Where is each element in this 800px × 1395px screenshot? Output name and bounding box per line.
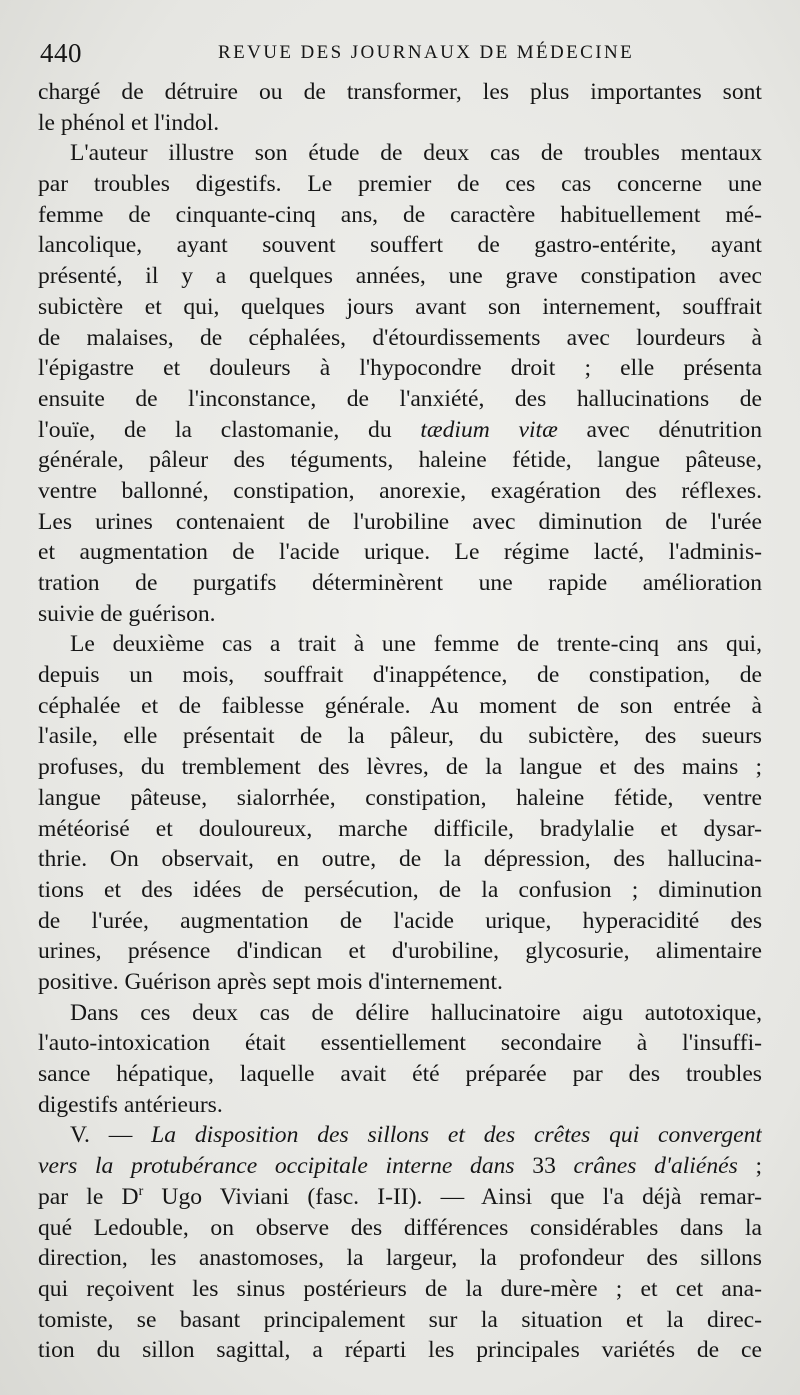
text-line: depuis un mois, souffrait d'inappétence, de constipation, de xyxy=(38,662,762,689)
text-line: Le deuxième cas a trait à une femme de trente-cinq ans qui, xyxy=(70,631,762,658)
text-line: tration de purgatifs déterminèrent une rapide amélioration xyxy=(38,570,762,597)
text-line: de l'urée, augmentation de l'acide urique, hyperacidité des xyxy=(38,907,762,934)
page-header xyxy=(38,32,762,68)
text-line: chargé de détruire ou de transformer, les plus importantes sont xyxy=(38,79,762,105)
text-line: le phénol et l'indol. xyxy=(38,109,220,136)
text-line: sance hépatique, laquelle avait été préparée par des troubles xyxy=(38,1061,762,1088)
text-line: par le $D^r$ Ugo Viviani (fasc. I-II). — Ainsi que l'a déjà remar- xyxy=(38,1183,762,1210)
text-line: L'auteur illustre son étude de deux cas de troubles mentaux xyxy=(70,140,762,167)
text-line: V. — La disposition des sillons et des crêtes qui convergent xyxy=(70,1122,762,1149)
text-line: vers la protubérance occipitale interne dans 33 crânes d'aliénés ; xyxy=(38,1153,762,1180)
page-number: 440 xyxy=(40,38,82,68)
text-line: tion du sillon sagittal, a réparti les principales variétés de ce xyxy=(38,1337,762,1364)
text-line: l'asile, elle présentait de la pâleur, du subictère, des sueurs xyxy=(38,723,762,750)
text-line: tions et des idées de persécution, de la confusion ; diminution xyxy=(38,876,762,903)
text-line: l'auto-intoxication était essentiellement secondaire à l'insuffi- xyxy=(38,1030,762,1057)
running-head: REVUE DES JOURNAUX DE MÉDECINE xyxy=(218,42,635,63)
text-line: thrie. On observait, en outre, de la dépression, des hallucina- xyxy=(38,846,762,873)
text-line: digestifs antérieurs. xyxy=(38,1091,223,1118)
text-line: suivie de guérison. xyxy=(38,600,216,627)
text-line: profuses, du tremblement des lèvres, de la langue et des mains ; xyxy=(38,754,762,781)
text-line: positive. Guérison après sept mois d'internement. xyxy=(38,968,503,995)
text-line: par troubles digestifs. Le premier de ces cas concerne une xyxy=(38,171,762,198)
text-line: l'épigastre et douleurs à l'hypocondre droit ; elle présenta xyxy=(38,355,762,382)
text-line: et augmentation de l'acide urique. Le régime lacté, l'adminis- xyxy=(38,539,762,566)
body-text xyxy=(38,77,762,1366)
text-line: qué Ledouble, on observe des différences considérables dans la xyxy=(38,1214,762,1241)
text-line: météorisé et douloureux, marche difficile, bradylalie et dysar- xyxy=(38,815,762,842)
text-line: urines, présence d'indican et d'urobiline, glycosurie, alimentaire xyxy=(38,938,762,965)
text-line: subictère et qui, quelques jours avant son internement, souffrait xyxy=(38,293,762,320)
text-line: ensuite de l'inconstance, de l'anxiété, des hallucinations de xyxy=(38,385,762,412)
text-line: ventre ballonné, constipation, anorexie, exagération des réflexes. xyxy=(38,477,762,504)
text-line: de malaises, de céphalées, d'étourdissements avec lourdeurs à xyxy=(38,324,762,351)
text-line: présenté, il y a quelques années, une grave constipation avec xyxy=(38,263,762,290)
text-line: céphalée et de faiblesse générale. Au moment de son entrée à xyxy=(38,692,762,719)
text-line: Dans ces deux cas de délire hallucinatoire aigu autotoxique, xyxy=(70,999,762,1026)
text-line: Les urines contenaient de l'urobiline avec diminution de l'urée xyxy=(38,508,762,535)
text-line: tomiste, se basant principalement sur la situation et la direc- xyxy=(38,1306,762,1333)
text-line: femme de cinquante-cinq ans, de caractère habituellement mé- xyxy=(38,201,762,228)
text-line: langue pâteuse, sialorrhée, constipation, haleine fétide, ventre xyxy=(38,784,762,811)
text-line: générale, pâleur des téguments, haleine fétide, langue pâteuse, xyxy=(38,447,762,474)
text-line: l'ouïe, de la clastomanie, du tædium vitæ avec dénutrition xyxy=(38,416,762,443)
text-line: direction, les anastomoses, la largeur, la profondeur des sillons xyxy=(38,1245,762,1272)
text-line: qui reçoivent les sinus postérieurs de la dure-mère ; et cet ana- xyxy=(38,1275,762,1302)
text-line: lancolique, ayant souvent souffert de gastro-entérite, ayant xyxy=(38,232,762,259)
